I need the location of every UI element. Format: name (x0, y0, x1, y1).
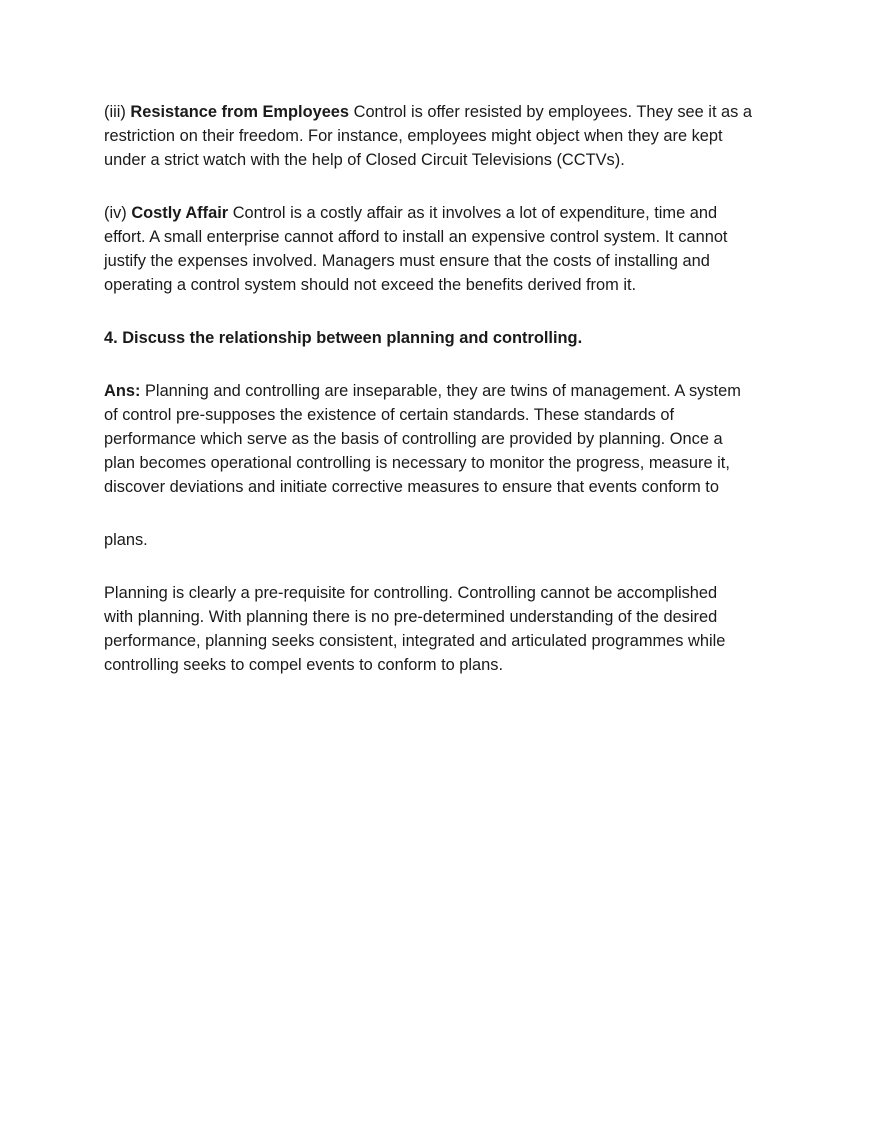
text-line (104, 379, 804, 403)
text-line (104, 403, 804, 427)
line-text: controlling seeks to compel events to conform to plans. (104, 656, 504, 674)
continuation-paragraph (104, 528, 804, 552)
text-line (104, 451, 804, 475)
text-line (104, 225, 804, 249)
costly-affair-paragraph (104, 201, 804, 297)
text-line (104, 273, 804, 297)
text-line (104, 201, 804, 225)
line-text: justify the expenses involved. Managers must ensure that the costs of installing and (104, 252, 710, 270)
text-line (104, 653, 804, 677)
line-text: restriction on their freedom. For instance, employees might object when they are kept (104, 127, 723, 145)
line-text: with planning. With planning there is no pre-determined understanding of the desired (104, 608, 718, 626)
line-text: plans. (104, 531, 148, 549)
text-line (104, 249, 804, 273)
line-text: performance which serve as the basis of controlling are provided by planning. Once a (104, 430, 723, 448)
item-number: (iii) (104, 103, 131, 121)
bold-heading: Resistance from Employees (130, 103, 350, 121)
text-line (104, 629, 804, 653)
text-line (104, 326, 804, 350)
text-line (104, 605, 804, 629)
bold-heading: 4. Discuss the relationship between planning and controlling. (104, 329, 583, 347)
line-text: Planning and controlling are inseparable, they are twins of management. A system (140, 382, 741, 400)
resistance-paragraph (104, 100, 804, 172)
answer-paragraph (104, 379, 804, 499)
line-text: operating a control system should not exceed the benefits derived from it. (104, 276, 637, 294)
line-text: of control pre-supposes the existence of certain standards. These standards of (104, 406, 675, 424)
line-text: effort. A small enterprise cannot afford to install an expensive control system. It cannot (104, 228, 728, 246)
line-text: Planning is clearly a pre-requisite for controlling. Controlling cannot be accomplished (104, 584, 718, 602)
document-page (104, 100, 804, 706)
bold-heading: Ans: (104, 382, 141, 400)
line-text: Control is offer resisted by employees. They see it as a (349, 103, 753, 121)
text-line (104, 148, 804, 172)
planning-prerequisite-paragraph (104, 581, 804, 677)
line-text: Control is a costly affair as it involves a lot of expenditure, time and (228, 204, 718, 222)
question-heading (104, 326, 804, 350)
line-text: discover deviations and initiate corrective measures to ensure that events conform to (104, 478, 719, 496)
text-line (104, 475, 804, 499)
line-text: plan becomes operational controlling is necessary to monitor the progress, measure it, (104, 454, 730, 472)
text-line (104, 124, 804, 148)
line-text: under a strict watch with the help of Closed Circuit Televisions (CCTVs). (104, 151, 625, 169)
bold-heading: Costly Affair (131, 204, 229, 222)
text-line (104, 100, 804, 124)
text-line (104, 581, 804, 605)
text-line (104, 427, 804, 451)
line-text: performance, planning seeks consistent, integrated and articulated programmes while (104, 632, 726, 650)
text-line (104, 528, 804, 552)
item-number: (iv) (104, 204, 132, 222)
